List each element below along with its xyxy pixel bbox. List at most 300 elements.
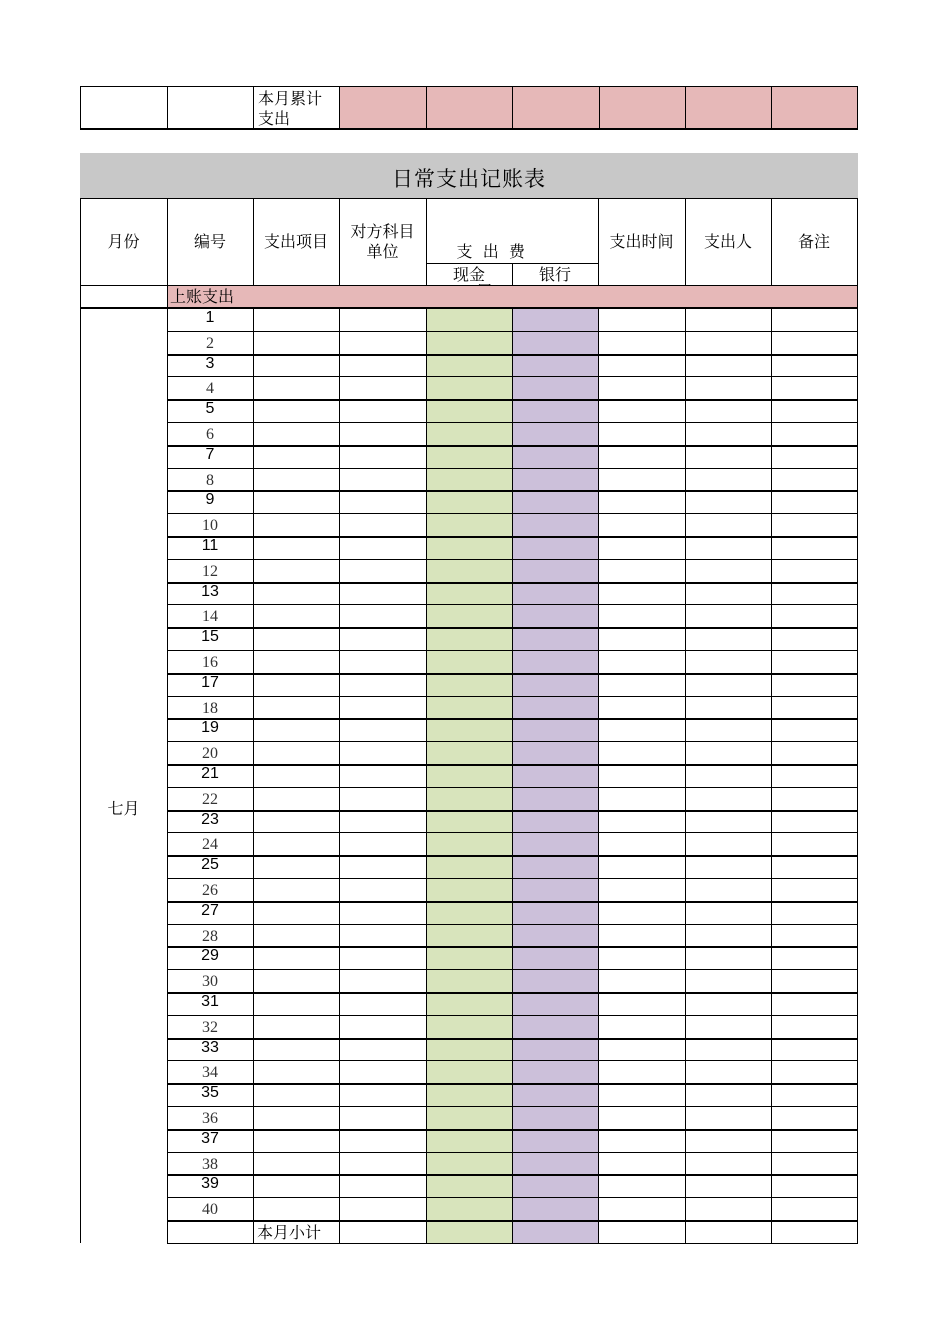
entry-cell-cash[interactable] [427,583,512,604]
cumulative-cell-note[interactable] [771,86,858,129]
previous-row-blank[interactable] [80,286,167,308]
entry-cell-person[interactable] [686,605,771,626]
entry-cell-bank[interactable] [513,628,598,649]
entry-cell-time[interactable] [599,400,685,421]
entry-cell-cash[interactable] [427,765,512,786]
entry-cell-note[interactable] [772,788,857,809]
entry-cell-bank[interactable] [513,1153,598,1174]
entry-cell-note[interactable] [772,902,857,923]
entry-cell-time[interactable] [599,514,685,535]
entry-cell-note[interactable] [772,1084,857,1105]
entry-cell-cash[interactable] [427,970,512,991]
entry-cell-person[interactable] [686,423,771,444]
entry-cell-person[interactable] [686,309,771,330]
entry-cell-bank[interactable] [513,856,598,877]
entry-cell-note[interactable] [772,605,857,626]
entry-cell-person[interactable] [686,833,771,854]
entry-cell-person[interactable] [686,697,771,718]
entry-cell-person[interactable] [686,879,771,900]
entry-cell-note[interactable] [772,993,857,1014]
row-number: 35 [201,1084,219,1101]
entry-cell-note[interactable] [772,925,857,946]
entry-cell-cash[interactable] [427,309,512,330]
cumulative-cell-bank[interactable] [512,86,599,129]
entry-cell-bank[interactable] [513,355,598,376]
entry-cell-cash[interactable] [427,537,512,558]
entry-cell-person[interactable] [686,902,771,923]
entry-cell-item[interactable] [254,1084,339,1105]
entry-cell-counterparty[interactable] [340,537,426,558]
entry-cell-bank[interactable] [513,697,598,718]
entry-cell-time[interactable] [599,1039,685,1060]
entry-cell-person[interactable] [686,1084,771,1105]
entry-cell-cash[interactable] [427,605,512,626]
entry-cell-note[interactable] [772,332,857,353]
entry-cell-person[interactable] [686,993,771,1014]
entry-cell-time[interactable] [599,788,685,809]
entry-cell-counterparty[interactable] [340,1061,426,1082]
entry-cell-time[interactable] [599,377,685,398]
entry-cell-person[interactable] [686,1153,771,1174]
entry-cell-person[interactable] [686,583,771,604]
entry-cell-note[interactable] [772,446,857,467]
entry-cell-time[interactable] [599,1175,685,1196]
entry-cell-item[interactable] [254,1016,339,1037]
entry-cell-note[interactable] [772,1061,857,1082]
entry-cell-cash[interactable] [427,1061,512,1082]
entry-cell-counterparty[interactable] [340,605,426,626]
entry-cell-person[interactable] [686,1039,771,1060]
entry-cell-cash[interactable] [427,1175,512,1196]
entry-cell-bank[interactable] [513,332,598,353]
entry-cell-cash[interactable] [427,925,512,946]
entry-cell-person[interactable] [686,400,771,421]
entry-cell-counterparty[interactable] [340,993,426,1014]
entry-cell-time[interactable] [599,583,685,604]
entry-cell-counterparty[interactable] [340,1175,426,1196]
entry-cell-item[interactable] [254,537,339,558]
entry-cell-counterparty[interactable] [340,583,426,604]
entry-cell-cash[interactable] [427,811,512,832]
entry-cell-note[interactable] [772,560,857,581]
entry-cell-person[interactable] [686,1198,771,1219]
entry-cell-item[interactable] [254,514,339,535]
entry-cell-person[interactable] [686,1061,771,1082]
entry-cell-cash[interactable] [427,377,512,398]
entry-cell-item[interactable] [254,332,339,353]
entry-cell-person[interactable] [686,355,771,376]
entry-cell-person[interactable] [686,856,771,877]
entry-cell-item[interactable] [254,1061,339,1082]
entry-cell-item[interactable] [254,1130,339,1151]
entry-cell-bank[interactable] [513,993,598,1014]
entry-cell-cash[interactable] [427,1084,512,1105]
entry-cell-time[interactable] [599,1107,685,1128]
entry-cell-counterparty[interactable] [340,400,426,421]
entry-cell-person[interactable] [686,1107,771,1128]
row-number: 32 [202,1019,218,1036]
entry-cell-item[interactable] [254,628,339,649]
entry-cell-note[interactable] [772,856,857,877]
entry-cell-item[interactable] [254,742,339,763]
entry-cell-counterparty[interactable] [340,1084,426,1105]
entry-cell-cash[interactable] [427,446,512,467]
entry-cell-item[interactable] [254,469,339,490]
entry-cell-time[interactable] [599,674,685,695]
entry-cell-time[interactable] [599,697,685,718]
entry-cell-item[interactable] [254,811,339,832]
entry-cell-bank[interactable] [513,811,598,832]
entry-cell-cash[interactable] [427,1198,512,1219]
entry-cell-counterparty[interactable] [340,628,426,649]
entry-cell-cash[interactable] [427,1016,512,1037]
entry-cell-counterparty[interactable] [340,651,426,672]
entry-cell-note[interactable] [772,491,857,512]
entry-cell-note[interactable] [772,1039,857,1060]
entry-cell-time[interactable] [599,651,685,672]
entry-cell-time[interactable] [599,560,685,581]
entry-cell-item[interactable] [254,697,339,718]
entry-cell-note[interactable] [772,1198,857,1219]
entry-cell-time[interactable] [599,309,685,330]
entry-cell-note[interactable] [772,1153,857,1174]
subtotal-cell-note[interactable] [772,1221,857,1242]
entry-cell-item[interactable] [254,925,339,946]
header-time: 支出时间 [609,232,674,251]
entry-cell-counterparty[interactable] [340,469,426,490]
entry-cell-cash[interactable] [427,742,512,763]
entry-cell-bank[interactable] [513,879,598,900]
entry-cell-counterparty[interactable] [340,514,426,535]
entry-cell-item[interactable] [254,400,339,421]
entry-cell-cash[interactable] [427,355,512,376]
entry-cell-item[interactable] [254,560,339,581]
entry-cell-person[interactable] [686,377,771,398]
entry-cell-note[interactable] [772,514,857,535]
entry-cell-item[interactable] [254,1039,339,1060]
entry-cell-item[interactable] [254,970,339,991]
entry-cell-time[interactable] [599,1061,685,1082]
entry-cell-bank[interactable] [513,902,598,923]
entry-cell-bank[interactable] [513,833,598,854]
entry-cell-bank[interactable] [513,1039,598,1060]
entry-cell-note[interactable] [772,355,857,376]
entry-cell-bank[interactable] [513,400,598,421]
entry-cell-note[interactable] [772,651,857,672]
entry-cell-time[interactable] [599,765,685,786]
entry-cell-item[interactable] [254,446,339,467]
entry-cell-person[interactable] [686,925,771,946]
entry-cell-counterparty[interactable] [340,446,426,467]
entry-cell-cash[interactable] [427,469,512,490]
entry-cell-cash[interactable] [427,1153,512,1174]
entry-cell-item[interactable] [254,856,339,877]
entry-cell-person[interactable] [686,651,771,672]
entry-cell-person[interactable] [686,332,771,353]
entry-cell-item[interactable] [254,947,339,968]
entry-cell-time[interactable] [599,879,685,900]
entry-cell-item[interactable] [254,605,339,626]
entry-cell-cash[interactable] [427,856,512,877]
entry-cell-time[interactable] [599,1084,685,1105]
entry-cell-person[interactable] [686,1175,771,1196]
subtotal-cell-counterparty[interactable] [340,1221,426,1242]
entry-cell-time[interactable] [599,537,685,558]
entry-cell-note[interactable] [772,811,857,832]
entry-cell-bank[interactable] [513,970,598,991]
entry-cell-time[interactable] [599,446,685,467]
cumulative-cell-blank-1[interactable] [80,86,167,129]
cumulative-cell-counterparty[interactable] [339,86,426,129]
entry-cell-item[interactable] [254,674,339,695]
entry-cell-counterparty[interactable] [340,1130,426,1151]
entry-cell-item[interactable] [254,355,339,376]
cumulative-cell-cash[interactable] [426,86,512,129]
entry-cell-bank[interactable] [513,560,598,581]
entry-cell-cash[interactable] [427,1130,512,1151]
entry-cell-cash[interactable] [427,902,512,923]
entry-cell-bank[interactable] [513,1107,598,1128]
entry-cell-cash[interactable] [427,697,512,718]
entry-cell-cash[interactable] [427,628,512,649]
previous-row-band[interactable] [167,286,858,308]
entry-cell-item[interactable] [254,765,339,786]
entry-cell-item[interactable] [254,833,339,854]
entry-cell-item[interactable] [254,719,339,740]
entry-cell-counterparty[interactable] [340,765,426,786]
entry-cell-time[interactable] [599,811,685,832]
entry-cell-counterparty[interactable] [340,1107,426,1128]
entry-cell-counterparty[interactable] [340,833,426,854]
entry-cell-bank[interactable] [513,947,598,968]
entry-cell-person[interactable] [686,765,771,786]
entry-cell-person[interactable] [686,947,771,968]
subtotal-cell-bank[interactable] [513,1221,598,1242]
subtotal-cell-cash[interactable] [427,1221,512,1242]
entry-cell-bank[interactable] [513,514,598,535]
entry-cell-bank[interactable] [513,651,598,672]
entry-cell-time[interactable] [599,605,685,626]
entry-cell-note[interactable] [772,1175,857,1196]
entry-cell-person[interactable] [686,788,771,809]
entry-cell-person[interactable] [686,560,771,581]
entry-cell-counterparty[interactable] [340,674,426,695]
entry-cell-person[interactable] [686,1016,771,1037]
entry-cell-cash[interactable] [427,719,512,740]
entry-cell-counterparty[interactable] [340,925,426,946]
entry-cell-item[interactable] [254,309,339,330]
entry-cell-item[interactable] [254,583,339,604]
entry-cell-counterparty[interactable] [340,355,426,376]
entry-cell-note[interactable] [772,833,857,854]
entry-cell-note[interactable] [772,377,857,398]
entry-cell-note[interactable] [772,879,857,900]
entry-cell-note[interactable] [772,970,857,991]
entry-cell-item[interactable] [254,1153,339,1174]
entry-cell-bank[interactable] [513,1084,598,1105]
entry-cell-time[interactable] [599,1153,685,1174]
entry-cell-item[interactable] [254,423,339,444]
entry-cell-time[interactable] [599,1016,685,1037]
entry-cell-person[interactable] [686,970,771,991]
entry-cell-counterparty[interactable] [340,719,426,740]
entry-cell-item[interactable] [254,491,339,512]
entry-cell-counterparty[interactable] [340,697,426,718]
entry-cell-cash[interactable] [427,833,512,854]
entry-cell-bank[interactable] [513,1130,598,1151]
entry-cell-bank[interactable] [513,788,598,809]
entry-cell-cash[interactable] [427,1039,512,1060]
entry-cell-counterparty[interactable] [340,742,426,763]
entry-cell-cash[interactable] [427,332,512,353]
entry-cell-counterparty[interactable] [340,423,426,444]
entry-cell-cash[interactable] [427,423,512,444]
entry-cell-note[interactable] [772,674,857,695]
entry-cell-note[interactable] [772,469,857,490]
entry-cell-time[interactable] [599,332,685,353]
entry-cell-bank[interactable] [513,765,598,786]
entry-cell-time[interactable] [599,628,685,649]
entry-cell-time[interactable] [599,423,685,444]
entry-cell-bank[interactable] [513,491,598,512]
entry-cell-time[interactable] [599,742,685,763]
entry-cell-item[interactable] [254,1175,339,1196]
entry-cell-item[interactable] [254,902,339,923]
entry-cell-counterparty[interactable] [340,1016,426,1037]
entry-cell-cash[interactable] [427,674,512,695]
entry-cell-note[interactable] [772,947,857,968]
entry-cell-item[interactable] [254,879,339,900]
entry-cell-time[interactable] [599,355,685,376]
entry-cell-note[interactable] [772,537,857,558]
entry-cell-person[interactable] [686,742,771,763]
entry-cell-cash[interactable] [427,788,512,809]
entry-cell-counterparty[interactable] [340,788,426,809]
entry-cell-bank[interactable] [513,925,598,946]
entry-cell-person[interactable] [686,469,771,490]
entry-cell-bank[interactable] [513,674,598,695]
entry-cell-counterparty[interactable] [340,879,426,900]
entry-cell-person[interactable] [686,491,771,512]
entry-cell-note[interactable] [772,1016,857,1037]
entry-cell-counterparty[interactable] [340,560,426,581]
entry-cell-person[interactable] [686,628,771,649]
entry-cell-bank[interactable] [513,423,598,444]
entry-cell-bank[interactable] [513,719,598,740]
entry-cell-counterparty[interactable] [340,970,426,991]
entry-cell-bank[interactable] [513,446,598,467]
entry-cell-bank[interactable] [513,469,598,490]
entry-cell-person[interactable] [686,674,771,695]
entry-cell-person[interactable] [686,811,771,832]
entry-cell-counterparty[interactable] [340,491,426,512]
entry-cell-bank[interactable] [513,537,598,558]
entry-cell-bank[interactable] [513,583,598,604]
entry-cell-item[interactable] [254,1107,339,1128]
entry-cell-time[interactable] [599,469,685,490]
cumulative-cell-blank-2[interactable] [167,86,253,129]
cumulative-cell-time[interactable] [599,86,685,129]
entry-cell-bank[interactable] [513,1016,598,1037]
entry-cell-counterparty[interactable] [340,811,426,832]
entry-cell-bank[interactable] [513,1061,598,1082]
entry-cell-cash[interactable] [427,560,512,581]
entry-cell-note[interactable] [772,719,857,740]
entry-cell-cash[interactable] [427,651,512,672]
entry-cell-counterparty[interactable] [340,377,426,398]
entry-cell-bank[interactable] [513,1175,598,1196]
entry-cell-person[interactable] [686,446,771,467]
entry-cell-item[interactable] [254,651,339,672]
cumulative-cell-person[interactable] [685,86,771,129]
entry-cell-bank[interactable] [513,1198,598,1219]
entry-cell-note[interactable] [772,742,857,763]
entry-cell-counterparty[interactable] [340,856,426,877]
entry-cell-person[interactable] [686,537,771,558]
entry-cell-time[interactable] [599,947,685,968]
entry-cell-cash[interactable] [427,400,512,421]
entry-cell-note[interactable] [772,697,857,718]
entry-cell-item[interactable] [254,377,339,398]
entry-cell-bank[interactable] [513,377,598,398]
entry-cell-item[interactable] [254,1198,339,1219]
entry-cell-time[interactable] [599,902,685,923]
entry-cell-time[interactable] [599,970,685,991]
entry-cell-note[interactable] [772,1130,857,1151]
entry-cell-note[interactable] [772,400,857,421]
entry-cell-bank[interactable] [513,605,598,626]
entry-cell-counterparty[interactable] [340,309,426,330]
entry-cell-cash[interactable] [427,947,512,968]
entry-cell-time[interactable] [599,719,685,740]
subtotal-cell-time[interactable] [599,1221,685,1242]
entry-cell-counterparty[interactable] [340,1153,426,1174]
entry-cell-note[interactable] [772,765,857,786]
entry-cell-note[interactable] [772,628,857,649]
entry-cell-note[interactable] [772,583,857,604]
entry-cell-time[interactable] [599,1198,685,1219]
entry-cell-cash[interactable] [427,1107,512,1128]
entry-cell-cash[interactable] [427,993,512,1014]
entry-cell-time[interactable] [599,491,685,512]
entry-cell-counterparty[interactable] [340,332,426,353]
entry-cell-note[interactable] [772,1107,857,1128]
entry-cell-counterparty[interactable] [340,1039,426,1060]
entry-cell-time[interactable] [599,833,685,854]
entry-cell-person[interactable] [686,514,771,535]
entry-cell-counterparty[interactable] [340,902,426,923]
subtotal-label: 本月小计 [257,1223,322,1242]
entry-cell-item[interactable] [254,788,339,809]
entry-cell-time[interactable] [599,993,685,1014]
entry-cell-bank[interactable] [513,309,598,330]
entry-cell-bank[interactable] [513,742,598,763]
subtotal-cell-person[interactable] [686,1221,771,1242]
entry-cell-item[interactable] [254,993,339,1014]
entry-cell-counterparty[interactable] [340,1198,426,1219]
entry-cell-person[interactable] [686,719,771,740]
entry-cell-cash[interactable] [427,879,512,900]
entry-cell-time[interactable] [599,1130,685,1151]
entry-cell-cash[interactable] [427,491,512,512]
entry-cell-person[interactable] [686,1130,771,1151]
entry-cell-time[interactable] [599,925,685,946]
entry-cell-cash[interactable] [427,514,512,535]
entry-cell-note[interactable] [772,309,857,330]
entry-cell-time[interactable] [599,856,685,877]
entry-cell-counterparty[interactable] [340,947,426,968]
entry-cell-note[interactable] [772,423,857,444]
